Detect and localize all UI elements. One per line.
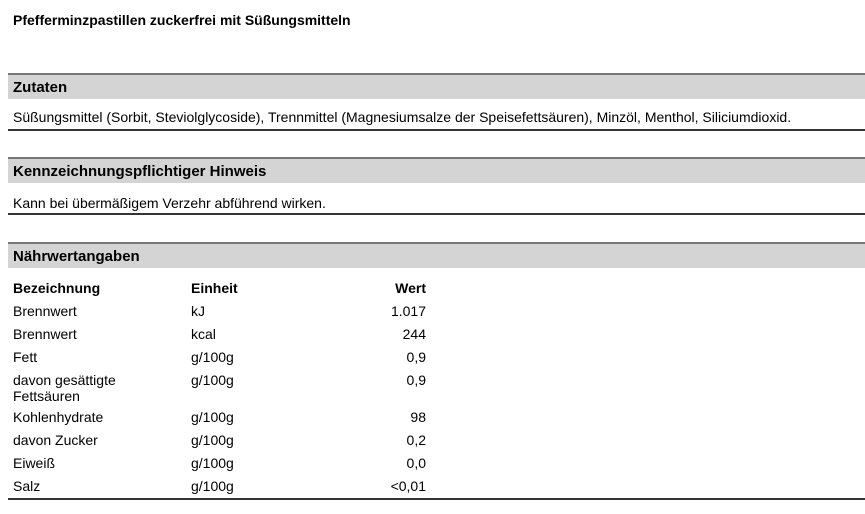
section-heading: Kennzeichnungspflichtiger Hinweis: [13, 163, 267, 180]
section-header-naehrwerte: [8, 242, 865, 268]
section-divider: [8, 129, 865, 131]
nutrient-name: Brennwert: [13, 303, 77, 319]
nutrient-value: 0,0: [406, 455, 426, 471]
nutrient-unit: g/100g: [191, 455, 234, 471]
section-divider: [8, 498, 865, 500]
nutrient-name: Brennwert: [13, 326, 77, 342]
column-header-bezeichnung: Bezeichnung: [13, 280, 101, 296]
nutrient-value: 98: [410, 409, 426, 425]
nutrient-value: 0,9: [406, 372, 426, 388]
nutrient-unit: kcal: [191, 326, 216, 342]
nutrient-unit: kJ: [191, 303, 205, 319]
page-title: Pfefferminzpastillen zuckerfrei mit Süßungsmitteln: [13, 12, 351, 28]
nutrient-name: davon Zucker: [13, 432, 98, 448]
column-header-einheit: Einheit: [191, 280, 238, 296]
nutrient-unit: g/100g: [191, 478, 234, 494]
section-header-hinweis: [8, 157, 865, 183]
nutrient-value: 244: [402, 326, 426, 342]
nutrient-value: 1.017: [390, 303, 426, 319]
nutrient-unit: g/100g: [191, 349, 234, 365]
column-header-wert: Wert: [395, 280, 426, 296]
nutrient-name: davon gesättigte Fettsäuren: [13, 372, 116, 404]
ingredients-text: Süßungsmittel (Sorbit, Steviolglycoside), Trennmittel (Magnesiumsalze der Speisefettsäuren), Minzöl, Menthol, Siliciumdioxid.: [13, 109, 792, 125]
nutrient-name: Kohlenhydrate: [13, 409, 104, 425]
section-heading: Zutaten: [13, 79, 68, 96]
nutrient-unit: g/100g: [191, 409, 234, 425]
nutrient-value: 0,9: [406, 349, 426, 365]
nutrient-name: Fett: [13, 349, 38, 365]
warning-text: Kann bei übermäßigem Verzehr abführend wirken.: [13, 195, 326, 211]
nutrient-name: Salz: [13, 478, 41, 494]
nutrient-value: 0,2: [406, 432, 426, 448]
nutrient-unit: g/100g: [191, 432, 234, 448]
section-header-zutaten: [8, 73, 865, 99]
nutrient-name: Eiweiß: [13, 455, 56, 471]
section-divider: [8, 213, 865, 215]
nutrient-value: <0,01: [390, 478, 426, 494]
section-heading: Nährwertangaben: [13, 248, 140, 265]
nutrient-unit: g/100g: [191, 372, 234, 388]
